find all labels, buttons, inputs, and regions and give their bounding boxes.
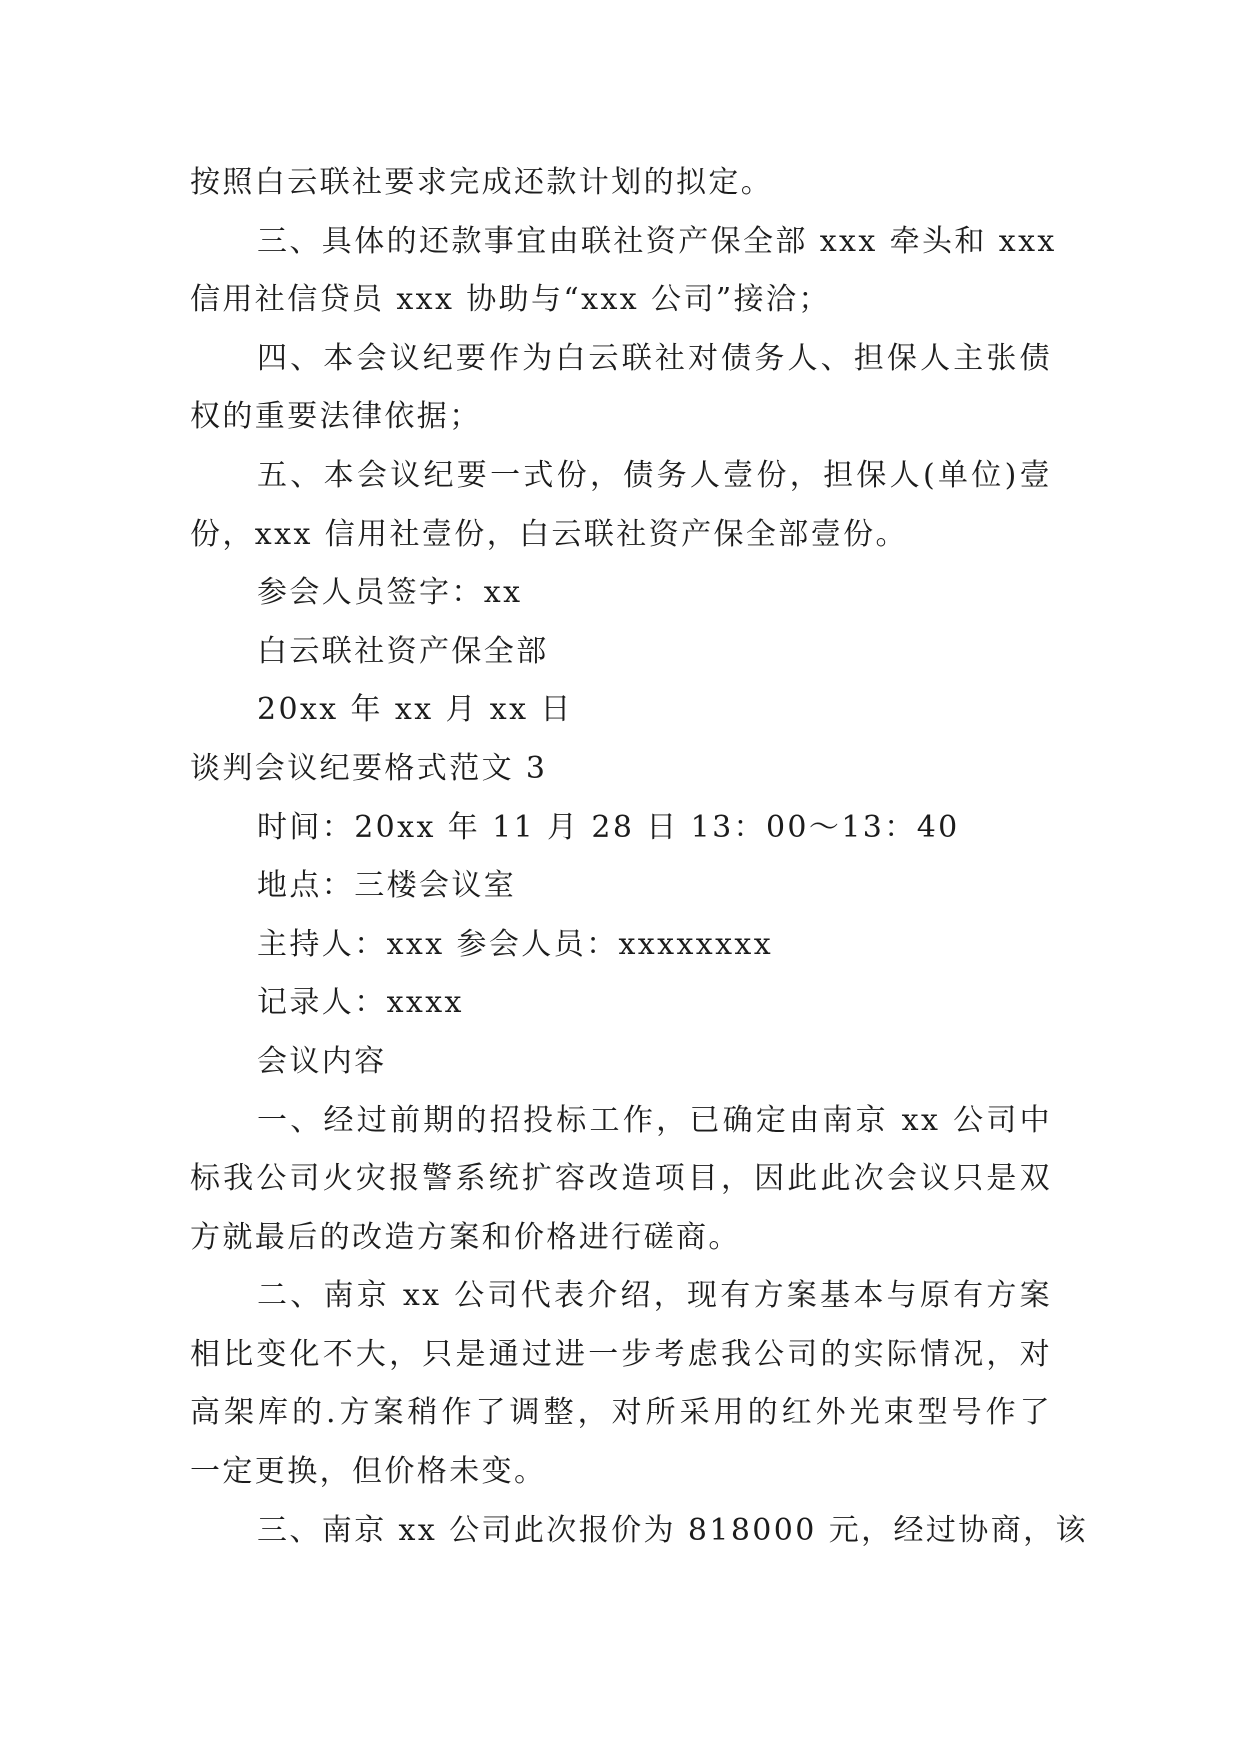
section-heading: 谈判会议纪要格式范文 3 (190, 750, 548, 786)
closing-text-line: 按照白云联社要求完成还款计划的拟定。 (190, 165, 774, 200)
item-1 (190, 1092, 1052, 1268)
item-3 (190, 1502, 1088, 1561)
text-line: 四、本会议纪要作为白云联社对债务人、担保人主张债 (257, 340, 1052, 376)
host-and-attendees: 主持人：xxx 参会人员：xxxxxxxx (257, 926, 774, 962)
text-line: 信用社信贷员 xxx 协助与“xxx 公司”接洽； (190, 282, 831, 318)
item-2 (190, 1267, 1052, 1501)
clause-5 (190, 447, 1052, 564)
clause-3 (190, 213, 1057, 330)
text-line: 二、南京 xx 公司代表介绍，现有方案基本与原有方案 (257, 1278, 1052, 1314)
text-line: 相比变化不大，只是通过进一步考虑我公司的实际情况，对 (190, 1336, 1052, 1372)
signature-line: 参会人员签字：xx (257, 575, 523, 611)
text-line: 高架库的.方案稍作了调整，对所采用的红外光束型号作了 (190, 1395, 1052, 1431)
recorder: 记录人：xxxx (257, 985, 464, 1021)
text-line: 份，xxx 信用社壹份，白云联社资产保全部壹份。 (190, 516, 908, 552)
text-line: 五、本会议纪要一式份，债务人壹份，担保人(单位)壹 (257, 457, 1052, 493)
meeting-location: 地点：三楼会议室 (257, 868, 517, 904)
clause-4 (190, 330, 1052, 447)
issuer-line: 白云联社资产保全部 (257, 633, 549, 669)
text-line: 标我公司火灾报警系统扩容改造项目，因此此次会议只是双 (190, 1161, 1052, 1197)
text-line: 一定更换，但价格未变。 (190, 1454, 547, 1490)
sample-3-section (190, 740, 1088, 1560)
text-line: 一、经过前期的招投标工作，已确定由南京 xx 公司中 (257, 1102, 1052, 1138)
date-line: 20xx 年 xx 月 xx 日 (257, 692, 573, 728)
text-line: 方就最后的改造方案和价格进行磋商。 (190, 1219, 741, 1255)
text-line: 三、具体的还款事宜由联社资产保全部 xxx 牵头和 xxx (257, 223, 1057, 259)
content-heading: 会议内容 (257, 1043, 387, 1079)
document-body (190, 154, 1088, 1560)
text-line: 三、南京 xx 公司此次报价为 818000 元，经过协商，该 (257, 1512, 1088, 1548)
previous-minutes-section (190, 154, 1057, 740)
meeting-time: 时间：20xx 年 11 月 28 日 13：00～13：40 (257, 809, 960, 845)
text-line: 权的重要法律依据； (190, 399, 482, 435)
